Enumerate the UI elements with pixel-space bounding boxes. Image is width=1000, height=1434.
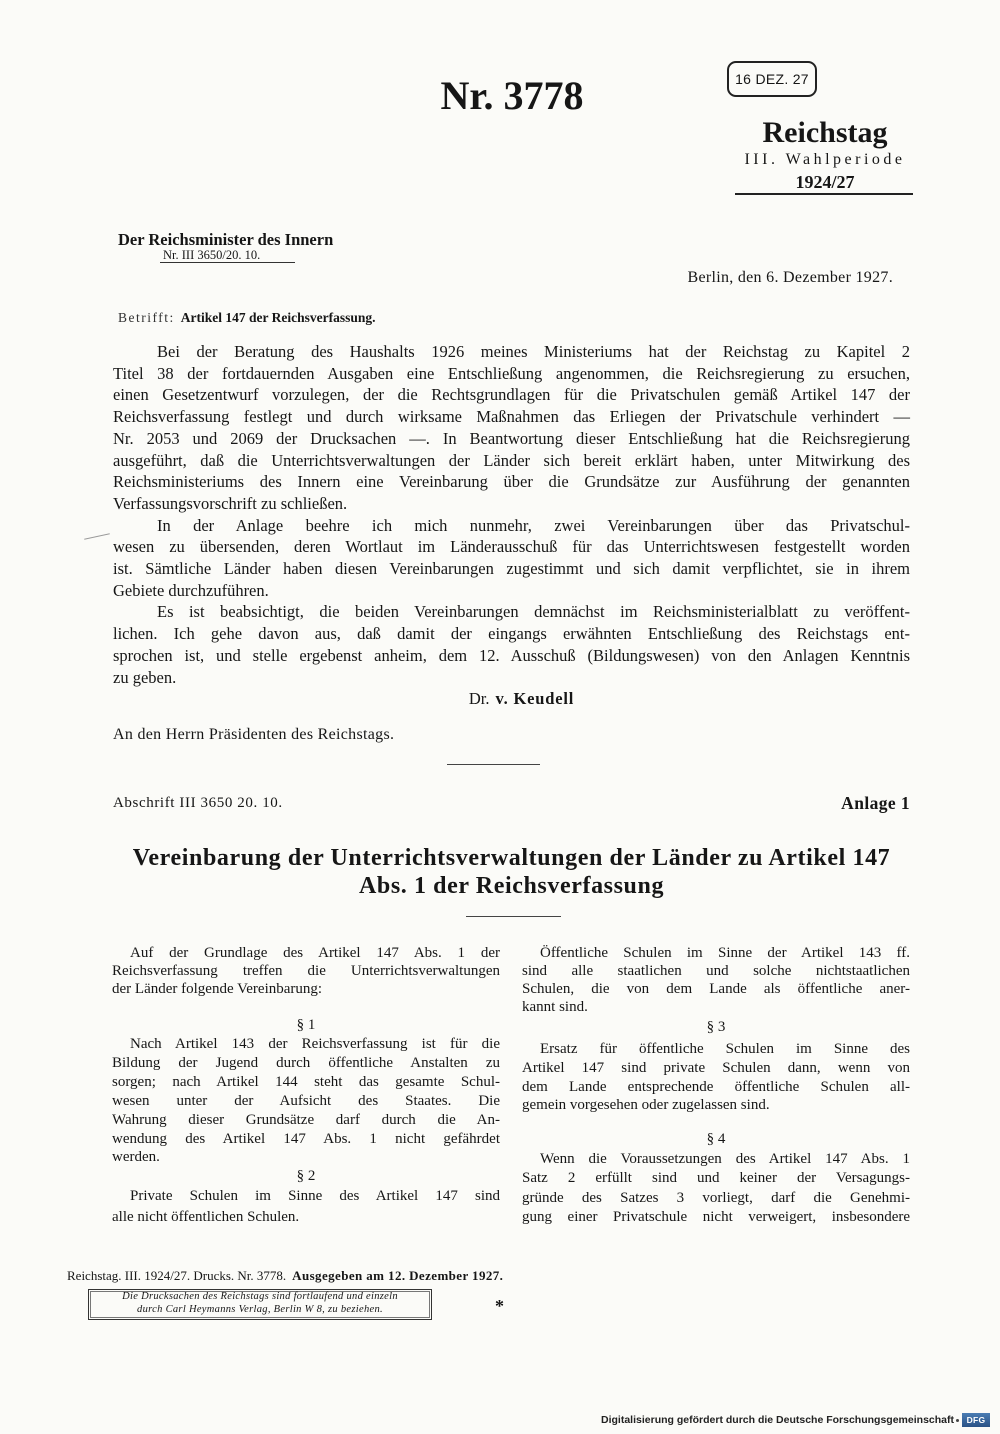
separator-dot [956, 1419, 959, 1422]
legislative-period: III. Wahlperiode [744, 151, 906, 168]
text-line: Nr. 2053 und 2069 der Drucksachen —. In Beantwortung dieser Entschließung hat die Reichsregierung [113, 428, 910, 448]
annex-title-line: Abs. 1 der Reichsverfassung [358, 873, 665, 899]
text-line: sprochen ist, und stelle ergebenst anheim, dem 12. Ausschuß (Bildungswesen) von den Anlagen Kenntnis [113, 645, 910, 665]
imprint-line [67, 1268, 503, 1284]
text-line: Bildung der Jugend durch öffentliche Anstalten zu [112, 1054, 500, 1071]
section-2-text [112, 1186, 500, 1227]
text-line: Ersatz für öffentliche Schulen im Sinne des [540, 1041, 910, 1057]
text-line: gründe des Satzes 3 vorliegt, darf die Genehmi- [522, 1189, 910, 1206]
place-date: Berlin, den 6. Dezember 1927. [687, 269, 893, 286]
sender-title: Der Reichsminister des Innern [118, 230, 334, 249]
letter-body [113, 341, 910, 710]
imprint-reference: Reichstag. III. 1924/27. Drucks. Nr. 3778. [67, 1268, 287, 1283]
text-line: gemein vorgesehen oder zugelassen sind. [522, 1097, 770, 1114]
section-divider [447, 764, 540, 765]
sender-reference: Nr. III 3650/20. 10. [160, 249, 295, 263]
addressee: An den Herrn Präsidenten des Reichstags. [113, 726, 395, 743]
section-heading-1: § 1 [296, 1017, 316, 1033]
text-line: Öffentliche Schulen im Sinne der Artikel 143 ff. [540, 945, 910, 961]
signature-name: v. Keudell [495, 689, 575, 709]
text-line: dem Lande entsprechende öffentliche Schulen all- [522, 1078, 910, 1095]
text-line: wendung des Artikel 147 Abs. 1 nicht gefährdet [112, 1130, 500, 1147]
received-stamp [727, 61, 817, 97]
text-line: Satz 2 erfüllt sind und keiner der Versagungs- [522, 1170, 910, 1187]
text-line: Wahrung dieser Grundsätze darf durch die An- [112, 1111, 500, 1128]
text-line: kannt sind. [522, 999, 588, 1015]
section-heading-2: § 2 [296, 1168, 316, 1184]
text-line: Reichsministeriums des Innern eine Vereinbarung über die Grundsätze zur Ausführung der genannten [113, 472, 910, 492]
distribution-line: Die Drucksachen des Reichstags sind fortlaufend und einzeln [122, 1291, 398, 1302]
copy-reference: Abschrift III 3650 20. 10. [113, 795, 283, 811]
text-line: Gebiete durchzuführen. [113, 580, 269, 600]
text-line: Wenn die Voraussetzungen des Artikel 147 Abs. 1 [540, 1151, 910, 1167]
left-column-intro [112, 944, 500, 998]
stamp-date: 16 DEZ. 27 [735, 71, 809, 87]
masthead [735, 117, 915, 193]
signature-prefix: Dr. [468, 689, 490, 709]
period-years: 1924/27 [795, 172, 855, 192]
subject-label: Betrifft: [118, 310, 175, 325]
annex-title [113, 844, 910, 900]
text-line: sind alle staatlichen und solche nichtstaatlichen [522, 963, 910, 979]
text-line: einen Gesetzentwurf vorzulegen, der die Rechtsgrundlagen für die Privatschulen gemäß Artikel 147 der [113, 385, 910, 405]
text-line: ist. Sämtliche Länder haben diesen Vereinbarungen zugestimmt und sich damit verpflichtet, sie in ihrem [113, 559, 910, 579]
text-line: Reichsverfassung treffen die Unterrichtsverwaltungen [112, 963, 500, 979]
text-line: alle nicht öffentlichen Schulen. [112, 1208, 300, 1225]
text-line: Auf der Grundlage des Artikel 147 Abs. 1 der [130, 945, 500, 961]
document-number: Nr. 3778 [440, 73, 584, 118]
title-divider [466, 916, 561, 917]
text-line: ausgeführt, daß die Unterrichtsverwaltungen der Länder sich bereit erklärt haben, unter Mitwirkung des [113, 450, 910, 470]
subject-text: Artikel 147 der Reichsverfassung. [180, 310, 376, 325]
text-line: lichen. Ich gehe davon aus, daß damit der eingangs erwähnten Entschließung des Reichstags ent- [113, 624, 910, 644]
text-line: Bei der Beratung des Haushalts 1926 meines Ministeriums hat der Reichstag zu Kapitel 2 [157, 342, 910, 361]
text-line: Private Schulen im Sinne des Artikel 147 sind [130, 1188, 500, 1204]
funding-notice: Digitalisierung gefördert durch die Deutsche Forschungsgemeinschaft [601, 1414, 954, 1426]
annex-label: Anlage 1 [841, 793, 910, 813]
section-3-text [522, 1040, 910, 1115]
pencil-mark [84, 533, 110, 539]
text-line: Schulen, die von dem Lande als öffentliche aner- [522, 981, 910, 997]
text-line: der Länder folgende Vereinbarung: [112, 981, 323, 997]
text-line: wesen unter der Aufsicht des Staates. Die [112, 1092, 500, 1109]
signature [113, 688, 910, 710]
section-heading-4: § 4 [706, 1131, 726, 1147]
section-heading-3: § 3 [706, 1019, 726, 1035]
text-line: sorgen; nach Artikel 144 steht das gesamte Schul- [112, 1073, 500, 1090]
annex-title-line: Vereinbarung der Unterrichtsverwaltungen der Länder zu Artikel 147 [132, 845, 891, 871]
section-4-text [522, 1150, 910, 1227]
text-line: In der Anlage beehre ich mich nunmehr, zwei Vereinbarungen über das Privatschul- [157, 515, 910, 535]
text-line: Nach Artikel 143 der Reichsverfassung ist für die [130, 1036, 500, 1052]
masthead-rule [735, 193, 913, 195]
subject-line [118, 309, 376, 327]
text-line: Es ist beabsichtigt, die beiden Vereinbarungen demnächst im Reichsministerialblatt zu veröffent- [157, 602, 910, 622]
issue-date: Ausgegeben am 12. Dezember 1927. [292, 1268, 504, 1283]
text-line: gung einer Privatschule nicht verweigert, insbesondere [522, 1208, 910, 1225]
text-line: Artikel 147 sind private Schulen dann, wenn von [522, 1059, 910, 1076]
print-mark: * [495, 1296, 504, 1316]
text-line: zu geben. [113, 667, 177, 687]
institution-name: Reichstag [762, 116, 888, 149]
distribution-line: durch Carl Heymanns Verlag, Berlin W 8, zu beziehen. [137, 1303, 383, 1315]
text-line: Titel 38 der fortdauernden Ausgaben eine Entschließung angenommen, die Reichsregierung zu ersuchen, [113, 363, 910, 383]
section-1-text [112, 1035, 500, 1167]
text-line: Reichsverfassung festlegt und durch wirksame Maßnahmen das Erliegen der Privatschule verhindert — [113, 407, 910, 427]
dfg-logo: DFG [962, 1413, 990, 1427]
section-2-continued [522, 944, 910, 1016]
text-line: wesen zu übersenden, deren Wortlaut im Länderausschuß für das Unterrichtswesen festgestellt worden [113, 537, 910, 557]
distribution-notice [88, 1289, 432, 1320]
text-line: Verfassungsvorschrift zu schließen. [113, 493, 348, 513]
text-line: werden. [112, 1149, 160, 1166]
